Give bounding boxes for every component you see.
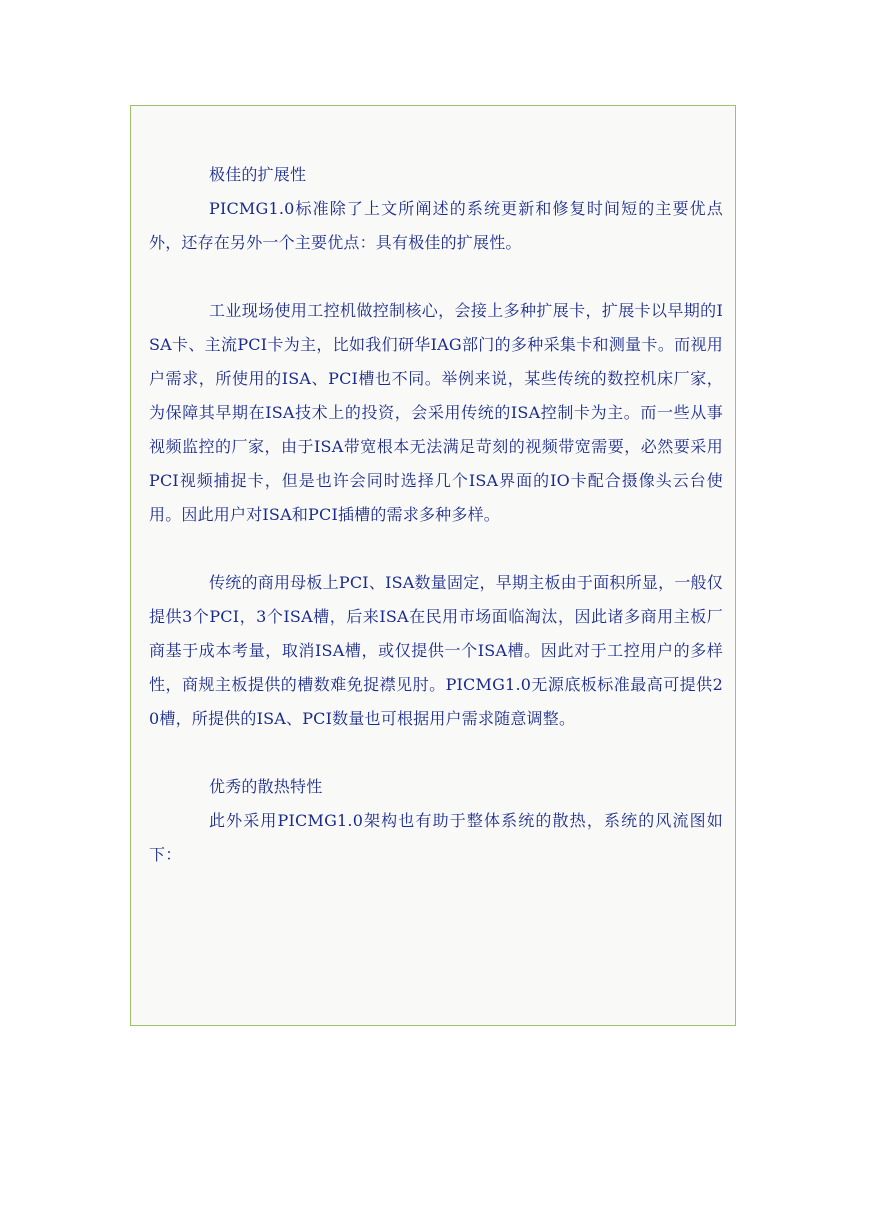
paragraph: 传统的商用母板上PCI、ISA数量固定，早期主板由于面积所显，一般仅提供3个PCI，3个ISA槽，后来ISA在民用市场面临淘汰，因此诸多商用主板厂商基于成本考量，取消ISA槽，或仅提供一个ISA槽。因此对于工控用户的多样性，商规主板提供的槽数难免捉襟见肘。PICMG1.0无源底板标准最高可提供20槽，所提供的ISA、PCI数量也可根据用户需求随意调整。 xyxy=(149,573,723,728)
section-heading: 优秀的散热特性 xyxy=(209,777,323,796)
document-body xyxy=(149,158,723,872)
paragraph-spacer xyxy=(149,736,723,770)
section-heading: 极佳的扩展性 xyxy=(209,165,307,184)
paragraph-spacer xyxy=(149,532,723,566)
paragraph: 工业现场使用工控机做控制核心，会接上多种扩展卡，扩展卡以早期的ISA卡、主流PCI卡为主，比如我们研华IAG部门的多种采集卡和测量卡。而视用户需求，所使用的ISA、PCI槽也不同。举例来说，某些传统的数控机床厂家，为保障其早期在ISA技术上的投资，会采用传统的ISA控制卡为主。而一些从事视频监控的厂家，由于ISA带宽根本无法满足苛刻的视频带宽需要，必然要采用PCI视频捕捉卡，但是也许会同时选择几个ISA界面的IO卡配合摄像头云台使用。因此用户对ISA和PCI插槽的需求多种多样。 xyxy=(149,301,723,524)
text-frame xyxy=(130,105,736,1026)
paragraph-spacer xyxy=(149,260,723,294)
paragraph: 此外采用PICMG1.0架构也有助于整体系统的散热，系统的风流图如下： xyxy=(149,811,723,864)
paragraph: PICMG1.0标准除了上文所阐述的系统更新和修复时间短的主要优点外，还存在另外一个主要优点：具有极佳的扩展性。 xyxy=(149,199,723,252)
